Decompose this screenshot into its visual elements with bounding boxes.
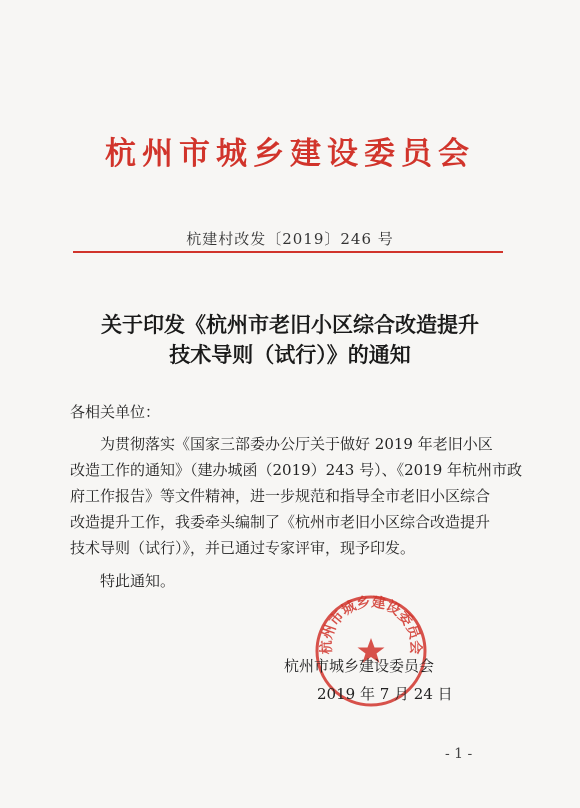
signature-org: 杭州市城乡建设委员会 [284, 657, 435, 675]
notice-title [0, 310, 580, 370]
body-line-5: 技术导则（试行）》，并已通过专家评审，现予印发。 [70, 539, 416, 557]
seal-text: 杭州市城乡建设委员会 [318, 594, 424, 655]
body-line-1: 为贯彻落实《国家三部委办公厅关于做好 2019 年老旧小区 [100, 435, 493, 453]
red-divider [73, 251, 503, 253]
notice-title-line-1: 关于印发《杭州市老旧小区综合改造提升 [101, 312, 479, 337]
page-number: - 1 - [445, 746, 473, 762]
body-line-2: 改造工作的通知》（建办城函（2019）243 号）、《2019 年杭州市政 [70, 461, 523, 479]
closing-remark: 特此通知。 [100, 572, 176, 590]
body-line-3: 府工作报告》等文件精神，进一步规范和指导全市老旧小区综合 [70, 487, 491, 505]
salutation: 各相关单位： [70, 403, 161, 421]
issuing-org-title: 杭州市城乡建设委员会 [105, 136, 475, 172]
body-line-4: 改造提升工作，我委牵头编制了《杭州市老旧小区综合改造提升 [70, 513, 491, 531]
document-number: 杭建村改发〔2019〕246 号 [186, 230, 394, 248]
notice-title-line-2: 技术导则（试行）》的通知 [169, 342, 411, 367]
signature-date: 2019 年 7 月 24 日 [317, 685, 453, 703]
body-paragraph [70, 431, 523, 561]
